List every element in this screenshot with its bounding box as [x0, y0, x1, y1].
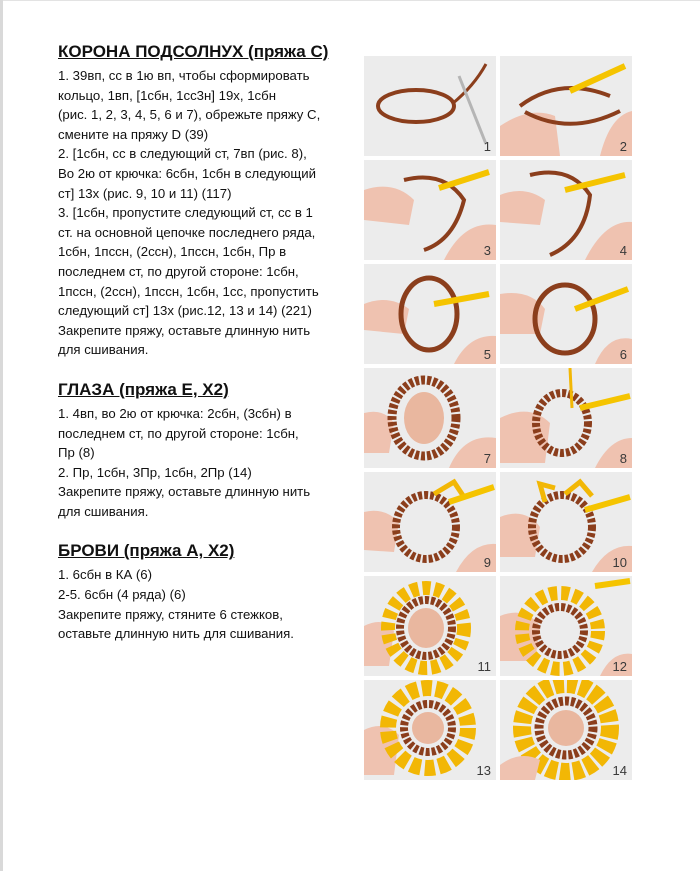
step-photo — [500, 264, 632, 364]
step-number: 13 — [476, 763, 491, 778]
step-photo — [364, 264, 496, 364]
text-line: 2-5. 6сбн (4 ряда) (6) — [58, 587, 186, 603]
text-line: 1. 4вп, во 2ю от крючка: 2сбн, (3сбн) в — [58, 405, 292, 421]
step-number: 14 — [612, 763, 627, 778]
step-number: 8 — [619, 451, 627, 466]
section-eyebrows — [58, 541, 358, 643]
text-line: смените на пряжу D (39) — [58, 126, 209, 142]
section-eyes — [58, 380, 358, 522]
step-photo — [364, 368, 496, 468]
step-number: 3 — [483, 243, 491, 258]
text-line: для сшивания. — [58, 342, 149, 358]
text-line: Пр (8) — [58, 445, 95, 461]
step-number: 7 — [483, 451, 491, 466]
section-title: БРОВИ (пряжа А, Х2) — [58, 541, 235, 561]
text-line: последнем ст, по другой стороне: 1сбн, — [58, 263, 299, 279]
text-line: для сшивания. — [58, 503, 149, 519]
text-line: Закрепите пряжу, оставьте длинную нить — [58, 484, 311, 500]
text-line: Закрепите пряжу, стяните 6 стежков, — [58, 606, 283, 622]
text-line: 2. Пр, 1сбн, 3Пр, 1сбн, 2Пр (14) — [58, 464, 252, 480]
page-left-edge — [0, 0, 3, 871]
step-photo — [500, 160, 632, 260]
step-number: 5 — [483, 347, 491, 362]
text-line: Закрепите пряжу, оставьте длинную нить — [58, 322, 311, 338]
spacer — [58, 360, 358, 380]
step-photo — [364, 576, 496, 676]
spacer — [58, 521, 358, 541]
text-line: 1сбн, 1пссн, (2ссн), 1пссн, 1сбн, Пр в — [58, 244, 287, 260]
section-title: ГЛАЗА (пряжа Е, Х2) — [58, 379, 229, 399]
step-number: 11 — [477, 659, 491, 674]
text-line: (рис. 1, 2, 3, 4, 5, 6 и 7), обрежьте пряжу С, — [58, 107, 321, 123]
text-line: 3. [1сбн, пропустите следующий ст, сс в 1 — [58, 205, 313, 221]
step-number: 6 — [619, 347, 627, 362]
text-line: следующий ст] 13х (рис.12, 13 и 14) (221) — [58, 303, 312, 319]
text-line: ст] 13х (рис. 9, 10 и 11) (117) — [58, 185, 232, 201]
text-line: кольцо, 1вп, [1сбн, 1сс3н] 19х, 1сбн — [58, 87, 276, 103]
step-photo — [500, 680, 632, 780]
text-line: 1. 6сбн в КА (6) — [58, 567, 153, 583]
step-photo — [364, 472, 496, 572]
text-line: ст. на основной цепочке последнего ряда, — [58, 224, 316, 240]
step-photo — [500, 576, 632, 676]
top-border — [0, 0, 700, 1]
step-number: 9 — [483, 555, 491, 570]
step-photo — [364, 160, 496, 260]
section-title: КОРОНА ПОДСОЛНУХ (пряжа С) — [58, 42, 329, 61]
step-photo — [500, 472, 632, 572]
section-sunflower-crown — [58, 42, 358, 360]
step-photo — [500, 56, 632, 156]
step-photo — [500, 368, 632, 468]
text-line: оставьте длинную нить для сшивания. — [58, 626, 294, 642]
text-line: 2. [1сбн, сс в следующий ст, 7вп (рис. 8), — [58, 146, 307, 162]
step-number: 1 — [483, 139, 491, 154]
instructions-column — [58, 42, 358, 644]
text-line: последнем ст, по другой стороне: 1сбн, — [58, 425, 299, 441]
step-photo — [364, 680, 496, 780]
step-number: 4 — [619, 243, 627, 258]
text-line: 1. 39вп, сс в 1ю вп, чтобы сформировать — [58, 68, 310, 83]
step-number: 10 — [612, 555, 627, 570]
text-line: Во 2ю от крючка: 6сбн, 1сбн в следующий — [58, 165, 317, 181]
step-number: 2 — [619, 139, 627, 154]
text-line: 1пссн, (2ссн), 1пссн, 1сбн, 1сс, пропустить — [58, 283, 319, 299]
step-photo — [364, 56, 496, 156]
step-number: 12 — [612, 659, 627, 674]
